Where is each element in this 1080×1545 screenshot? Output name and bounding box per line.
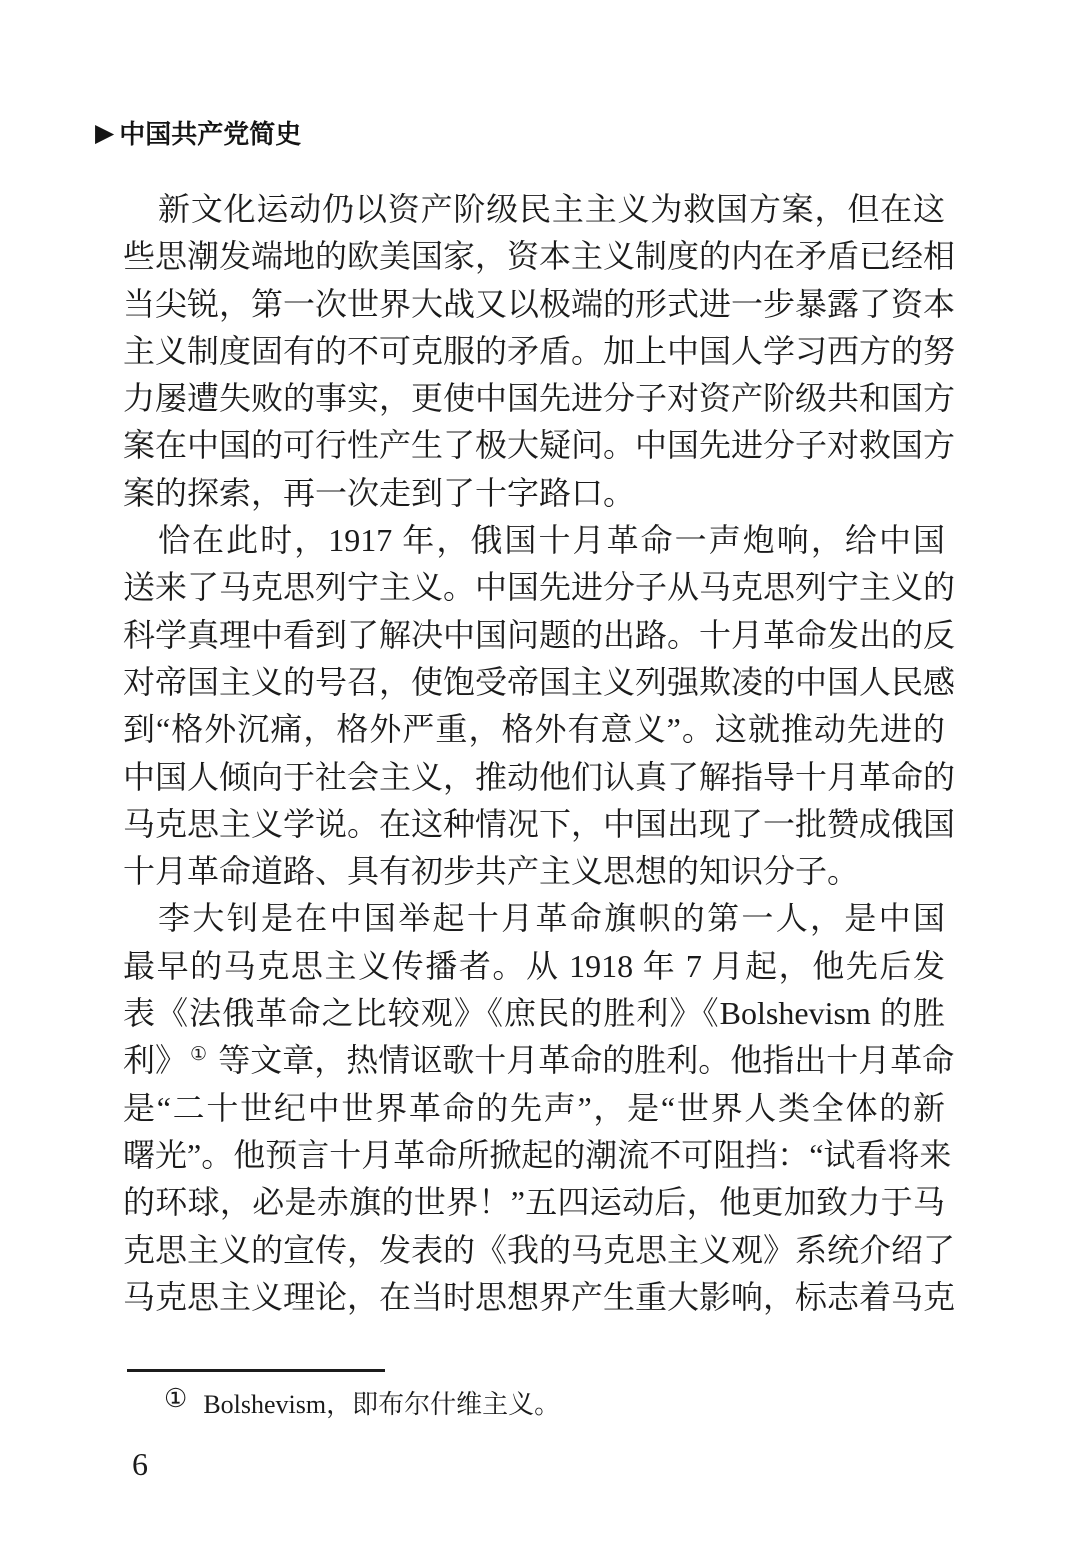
text-line: 案的探索，再一次走到了十字路口。 xyxy=(123,474,636,511)
text-line: 的环球，必是赤旗的世界！”五四运动后，他更加致力于马 xyxy=(123,1184,945,1221)
text-line: 利》 ① 等文章，热情讴歌十月革命的胜利。他指出十月革命 xyxy=(123,1042,955,1079)
text-line: 科学真理中看到了解决中国问题的出路。十月革命发出的反 xyxy=(123,616,956,653)
text-line: 十月革命道路、具有初步共产主义思想的知识分子。 xyxy=(123,853,860,890)
text-line: 最早的马克思主义传播者。从 1918 年 7 月起，他先后发 xyxy=(123,947,945,984)
page-number: 6 xyxy=(132,1446,148,1482)
text-line: 曙光”。他预言十月革命所掀起的潮流不可阻挡：“试看将来 xyxy=(123,1136,952,1173)
page-header xyxy=(95,114,301,151)
text-line: 克思主义的宣传，发表的《我的马克思主义观》系统介绍了 xyxy=(123,1231,956,1268)
text-line: 对帝国主义的号召，使饱受帝国主义列强欺凌的中国人民感 xyxy=(123,663,956,700)
footnote-reference: ① xyxy=(190,1043,208,1065)
text-line: 是“二十世纪中世界革命的先声”，是“世界人类全体的新 xyxy=(123,1089,945,1126)
paragraph xyxy=(123,186,956,517)
body-text xyxy=(123,186,956,1321)
text-line: 主义制度固有的不可克服的矛盾。加上中国人学习西方的努 xyxy=(123,332,956,369)
footnote-text: Bolshevism，即布尔什维主义。 xyxy=(203,1390,561,1419)
text-line: 恰在此时，1917 年，俄国十月革命一声炮响，给中国 xyxy=(158,522,945,559)
text-line: 些思潮发端地的欧美国家，资本主义制度的内在矛盾已经相 xyxy=(123,238,956,275)
footnote-separator xyxy=(127,1369,385,1372)
text-line: 马克思主义学说。在这种情况下，中国出现了一批赞成俄国 xyxy=(123,805,956,842)
right-triangle-icon: ▶ xyxy=(95,119,115,147)
book-title: 中国共产党简史 xyxy=(119,119,302,149)
text-line: 当尖锐，第一次世界大战又以极端的形式进一步暴露了资本 xyxy=(123,285,956,322)
text-line: 中国人倾向于社会主义，推动他们认真了解指导十月革命的 xyxy=(123,758,956,795)
footnote-marker: ① xyxy=(164,1384,188,1413)
text-line: 马克思主义理论，在当时思想界产生重大影响，标志着马克 xyxy=(123,1278,956,1315)
text-line: 力屡遭失败的事实，更使中国先进分子对资产阶级共和国方 xyxy=(123,380,956,417)
text-line: 新文化运动仍以资产阶级民主主义为救国方案，但在这 xyxy=(158,191,945,227)
text-line: 表《法俄革命之比较观》《庶民的胜利》《Bolshevism 的胜 xyxy=(123,995,945,1032)
text-line: 案在中国的可行性产生了极大疑问。中国先进分子对救国方 xyxy=(123,427,956,464)
text-line: 李大钊是在中国举起十月革命旗帜的第一人，是中国 xyxy=(158,900,945,937)
footnote xyxy=(164,1384,560,1421)
paragraph xyxy=(123,895,956,1321)
text-line: 送来了马克思列宁主义。中国先进分子从马克思列宁主义的 xyxy=(123,569,956,606)
text-line: 到“格外沉痛，格外严重，格外有意义”。这就推动先进的 xyxy=(123,711,945,748)
paragraph xyxy=(123,517,956,895)
